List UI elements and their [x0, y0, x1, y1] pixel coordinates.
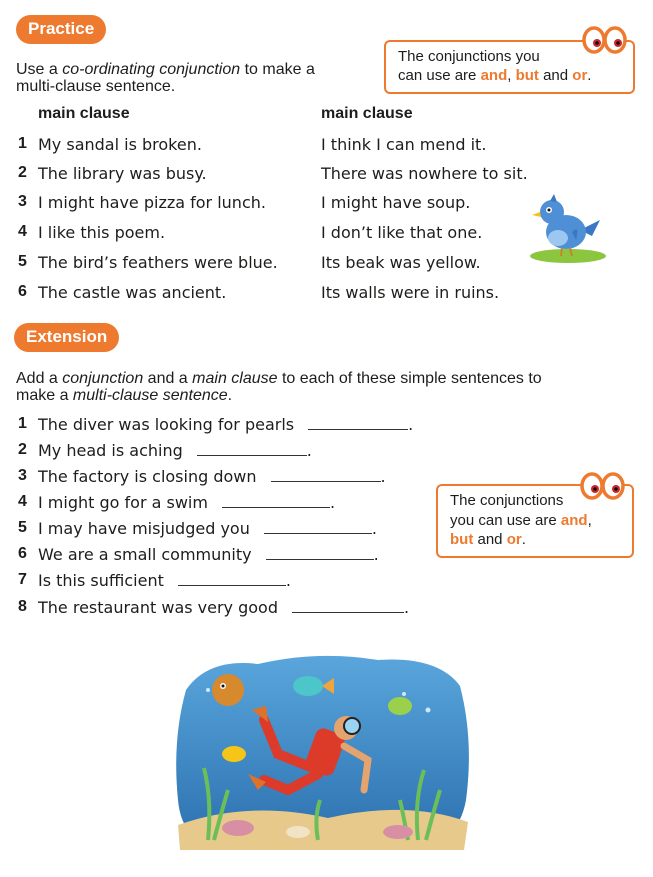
col1-header: main clause [38, 105, 130, 122]
practice-badge: Practice [16, 15, 106, 44]
row-number: 2 [18, 164, 27, 181]
row-number: 5 [18, 253, 27, 270]
answer-blank[interactable] [222, 495, 330, 508]
sentence: We are a small community . [38, 545, 379, 564]
answer-blank[interactable] [197, 443, 307, 456]
answer-blank[interactable] [308, 417, 408, 430]
sentence: My head is aching . [38, 441, 312, 460]
tip-line2: can use are and, but and or. [398, 67, 592, 84]
clause-a: The bird’s feathers were blue. [38, 253, 278, 272]
clause-b: Its beak was yellow. [321, 253, 481, 272]
eyes-icon [582, 24, 628, 56]
diver-illustration [168, 650, 476, 860]
row-number: 6 [18, 545, 27, 562]
sentence: Is this sufficient . [38, 571, 291, 590]
clause-b: There was nowhere to sit. [321, 164, 528, 183]
clause-a: The castle was ancient. [38, 283, 227, 302]
extension-badge: Extension [14, 323, 119, 352]
clause-a: My sandal is broken. [38, 135, 202, 154]
clause-a: I like this poem. [38, 223, 166, 242]
row-number: 7 [18, 571, 27, 588]
answer-blank[interactable] [264, 521, 372, 534]
eyes-icon [580, 470, 626, 502]
row-number: 6 [18, 283, 27, 300]
tip-line1: The conjunctions you [398, 48, 540, 65]
tip-line3: but and or. [450, 531, 526, 548]
bluebird-illustration [528, 192, 610, 268]
clause-b: Its walls were in ruins. [321, 283, 500, 302]
row-number: 1 [18, 135, 27, 152]
extension-instruction: Add a conjunction and a main clause to each of these simple sentences to make a multi-clause sentence. [16, 370, 542, 404]
row-number: 4 [18, 493, 27, 510]
tip-line1: The conjunctions [450, 492, 564, 509]
row-number: 5 [18, 519, 27, 536]
answer-blank[interactable] [178, 573, 286, 586]
answer-blank[interactable] [271, 469, 381, 482]
row-number: 8 [18, 598, 27, 615]
clause-b: I don’t like that one. [321, 223, 483, 242]
row-number: 2 [18, 441, 27, 458]
col2-header: main clause [321, 105, 413, 122]
row-number: 1 [18, 415, 27, 432]
clause-a: The library was busy. [38, 164, 207, 183]
tip-line2: you can use are and, [450, 512, 592, 529]
sentence: The factory is closing down . [38, 467, 386, 486]
answer-blank[interactable] [266, 547, 374, 560]
clause-a: I might have pizza for lunch. [38, 193, 266, 212]
sentence: The restaurant was very good . [38, 598, 410, 617]
row-number: 3 [18, 467, 27, 484]
clause-b: I might have soup. [321, 193, 471, 212]
answer-blank[interactable] [292, 600, 404, 613]
row-number: 3 [18, 193, 27, 210]
clause-b: I think I can mend it. [321, 135, 487, 154]
sentence: The diver was looking for pearls . [38, 415, 414, 434]
sentence: I might go for a swim . [38, 493, 336, 512]
practice-instruction: Use a co-ordinating conjunction to make a multi-clause sentence. [16, 61, 315, 95]
row-number: 4 [18, 223, 27, 240]
sentence: I may have misjudged you . [38, 519, 377, 538]
